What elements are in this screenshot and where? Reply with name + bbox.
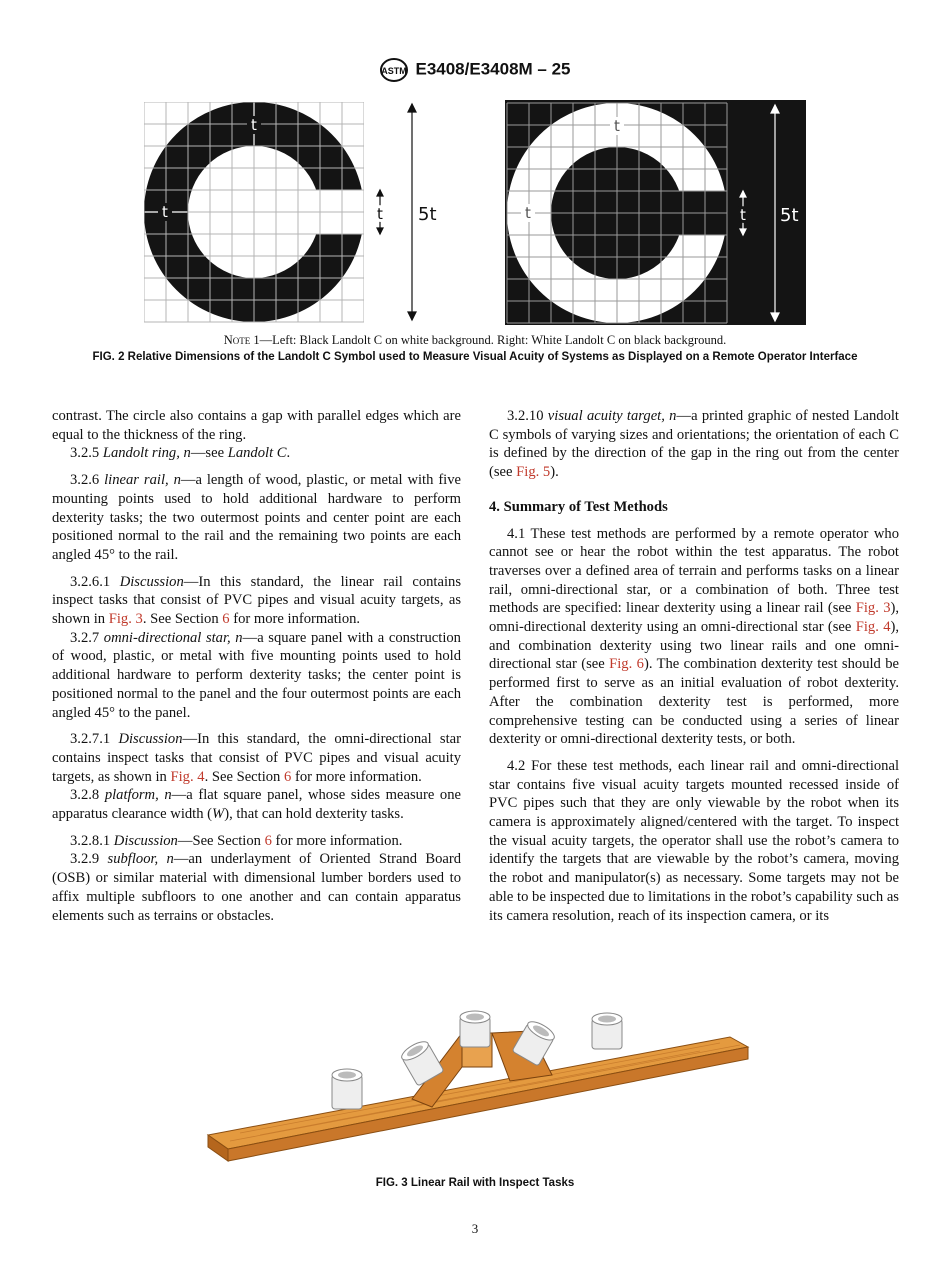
paragraph-4-1: 4.1 These test methods are performed by a remote operator who cannot see or hear the robot within the test apparatus. The robot traverses over a defined area of terrain and performs tasks on a linear rail, omni-directional star, or a combination of both. Three test methods are specified: linear dexterity using a linear rail (see Fig. 3), omni-directional dexterity using an omni-directional star (see Fig. 4), and combination dexterity using two linear rails and one omni-directional star (see Fig. 6). The combination dexterity test should be performed first to serve as an initial evaluation of robot dexterity. After the combination dexterity test is performed, more comprehensive testing can be conducted using a series of linear dexterity or omni-directional dexterity tests, or both. bbox=[489, 525, 900, 748]
label-t-left: t bbox=[525, 204, 531, 222]
label-5t: 5t bbox=[780, 205, 799, 226]
left-column bbox=[52, 407, 461, 925]
paragraph-3-2-10: 3.2.10 visual acuity target, n—a printed graphic of nested Landolt C symbols of varying sizes and orientations; the orientation of each C is defined by the direction of the gap in the ring out from the center (see Fig. 5). bbox=[489, 408, 899, 481]
pipe-5-icon bbox=[592, 1013, 622, 1049]
paragraph-4-2: 4.2 For these test methods, each linear rail and omni-directional star contains five visual acuity targets mounted recessed inside of PVC pipes such that they are only viewable by the robot when its camera is approximately aligned/centered with the target. To inspect the visual acuity targets, the operator shall use the robot’s camera to identify the targets that are viewable by the robot’s camera, moving the robot and manipulator(s) as necessary. Some targets may not be able to be inspected due to limitations in the robot’s capability such as its camera resolution, reach of its inspection camera, or its bbox=[489, 757, 899, 924]
label-t-gap: t bbox=[740, 206, 746, 224]
figure2-left-landolt-black bbox=[144, 102, 454, 324]
link-fig-6[interactable]: Fig. 6 bbox=[609, 656, 644, 673]
figure2-note bbox=[0, 333, 950, 348]
paragraph-3-2-8: 3.2.8 platform, n—a flat square panel, whose sides measure one apparatus clearance width (W), that can hold dexterity tasks. bbox=[52, 787, 461, 823]
paragraph-3-2-7: 3.2.7 omni-directional star, n—a square panel with a construction of wood, plastic, or metal with five mounting points used to hold additional hardware to perform dexterity tasks; the center point is positioned normal to the panel and the four outermost points are each angled 45° to the panel. bbox=[52, 629, 461, 721]
figure3-caption: FIG. 3 Linear Rail with Inspect Tasks bbox=[375, 1177, 575, 1189]
paragraph: contrast. The circle also contains a gap with parallel edges which are equal to the thickness of the ring. bbox=[52, 408, 461, 443]
figure3-linear-rail bbox=[200, 1005, 760, 1165]
paragraph-3-2-8-1: 3.2.8.1 Discussion—See Section 6 for more information. bbox=[70, 832, 403, 849]
figure2-caption: FIG. 2 Relative Dimensions of the Landolt C Symbol used to Measure Visual Acuity of Systems as Displayed on a Remote Operator Interface bbox=[92, 351, 858, 363]
label-t-top: t bbox=[251, 116, 257, 134]
link-section-6[interactable]: 6 bbox=[222, 611, 230, 628]
link-fig-4[interactable]: Fig. 4 bbox=[855, 619, 891, 636]
link-section-6[interactable]: 6 bbox=[264, 832, 272, 849]
pipe-3-icon bbox=[460, 1011, 490, 1047]
paragraph-3-2-9: 3.2.9 subfloor, n—an underlayment of Oriented Strand Board (OSB) or similar material with dimensional lumber borders used to affix multiple subfloors to one another and can contain apparatus elements such as terrains or obstacles. bbox=[52, 851, 462, 924]
astm-logo-icon bbox=[379, 57, 409, 83]
link-fig-5[interactable]: Fig. 5 bbox=[516, 464, 551, 481]
link-section-6[interactable]: 6 bbox=[284, 768, 292, 785]
right-column bbox=[489, 407, 899, 925]
logo-text: ASTM bbox=[381, 66, 408, 76]
label-t-left: t bbox=[162, 203, 168, 221]
note-text: 1—Left: Black Landolt C on white background. Right: White Landolt C on black background. bbox=[253, 333, 727, 347]
page-header bbox=[0, 57, 950, 83]
note-label: Note bbox=[223, 333, 251, 347]
page-number: 3 bbox=[471, 1221, 479, 1236]
label-t-top: t bbox=[614, 117, 620, 135]
label-t-gap: t bbox=[377, 205, 383, 223]
figure2-right-landolt-white bbox=[505, 100, 806, 325]
designation: E3408/E3408M – 25 bbox=[415, 59, 571, 79]
section-heading-4: 4. Summary of Test Methods bbox=[489, 498, 668, 515]
paragraph-3-2-6: 3.2.6 linear rail, n—a length of wood, plastic, or metal with five mounting points used to hold additional hardware to perform dexterity tasks; the two outermost points and center point are each positioned normal to the rail and the remaining two points are each angled 45° to the rail. bbox=[52, 472, 462, 563]
label-5t: 5t bbox=[418, 204, 437, 225]
link-fig-4[interactable]: Fig. 4 bbox=[170, 768, 205, 785]
paragraph-3-2-7-1: 3.2.7.1 Discussion—In this standard, the omni-directional star contains inspect tasks that consist of PVC pipes and visual acuity targets, as shown in Fig. 4. See Section 6 for more information. bbox=[52, 731, 462, 785]
paragraph-3-2-6-1: 3.2.6.1 Discussion—In this standard, the linear rail contains inspect tasks that consist of PVC pipes and visual acuity targets, as shown in Fig. 3. See Section 6 for more information. bbox=[52, 573, 461, 628]
pipe-1-icon bbox=[332, 1069, 362, 1109]
link-fig-3[interactable]: Fig. 3 bbox=[855, 600, 891, 617]
paragraph-3-2-5: 3.2.5 Landolt ring, n—see Landolt C. bbox=[70, 445, 291, 462]
link-fig-3[interactable]: Fig. 3 bbox=[108, 611, 143, 628]
